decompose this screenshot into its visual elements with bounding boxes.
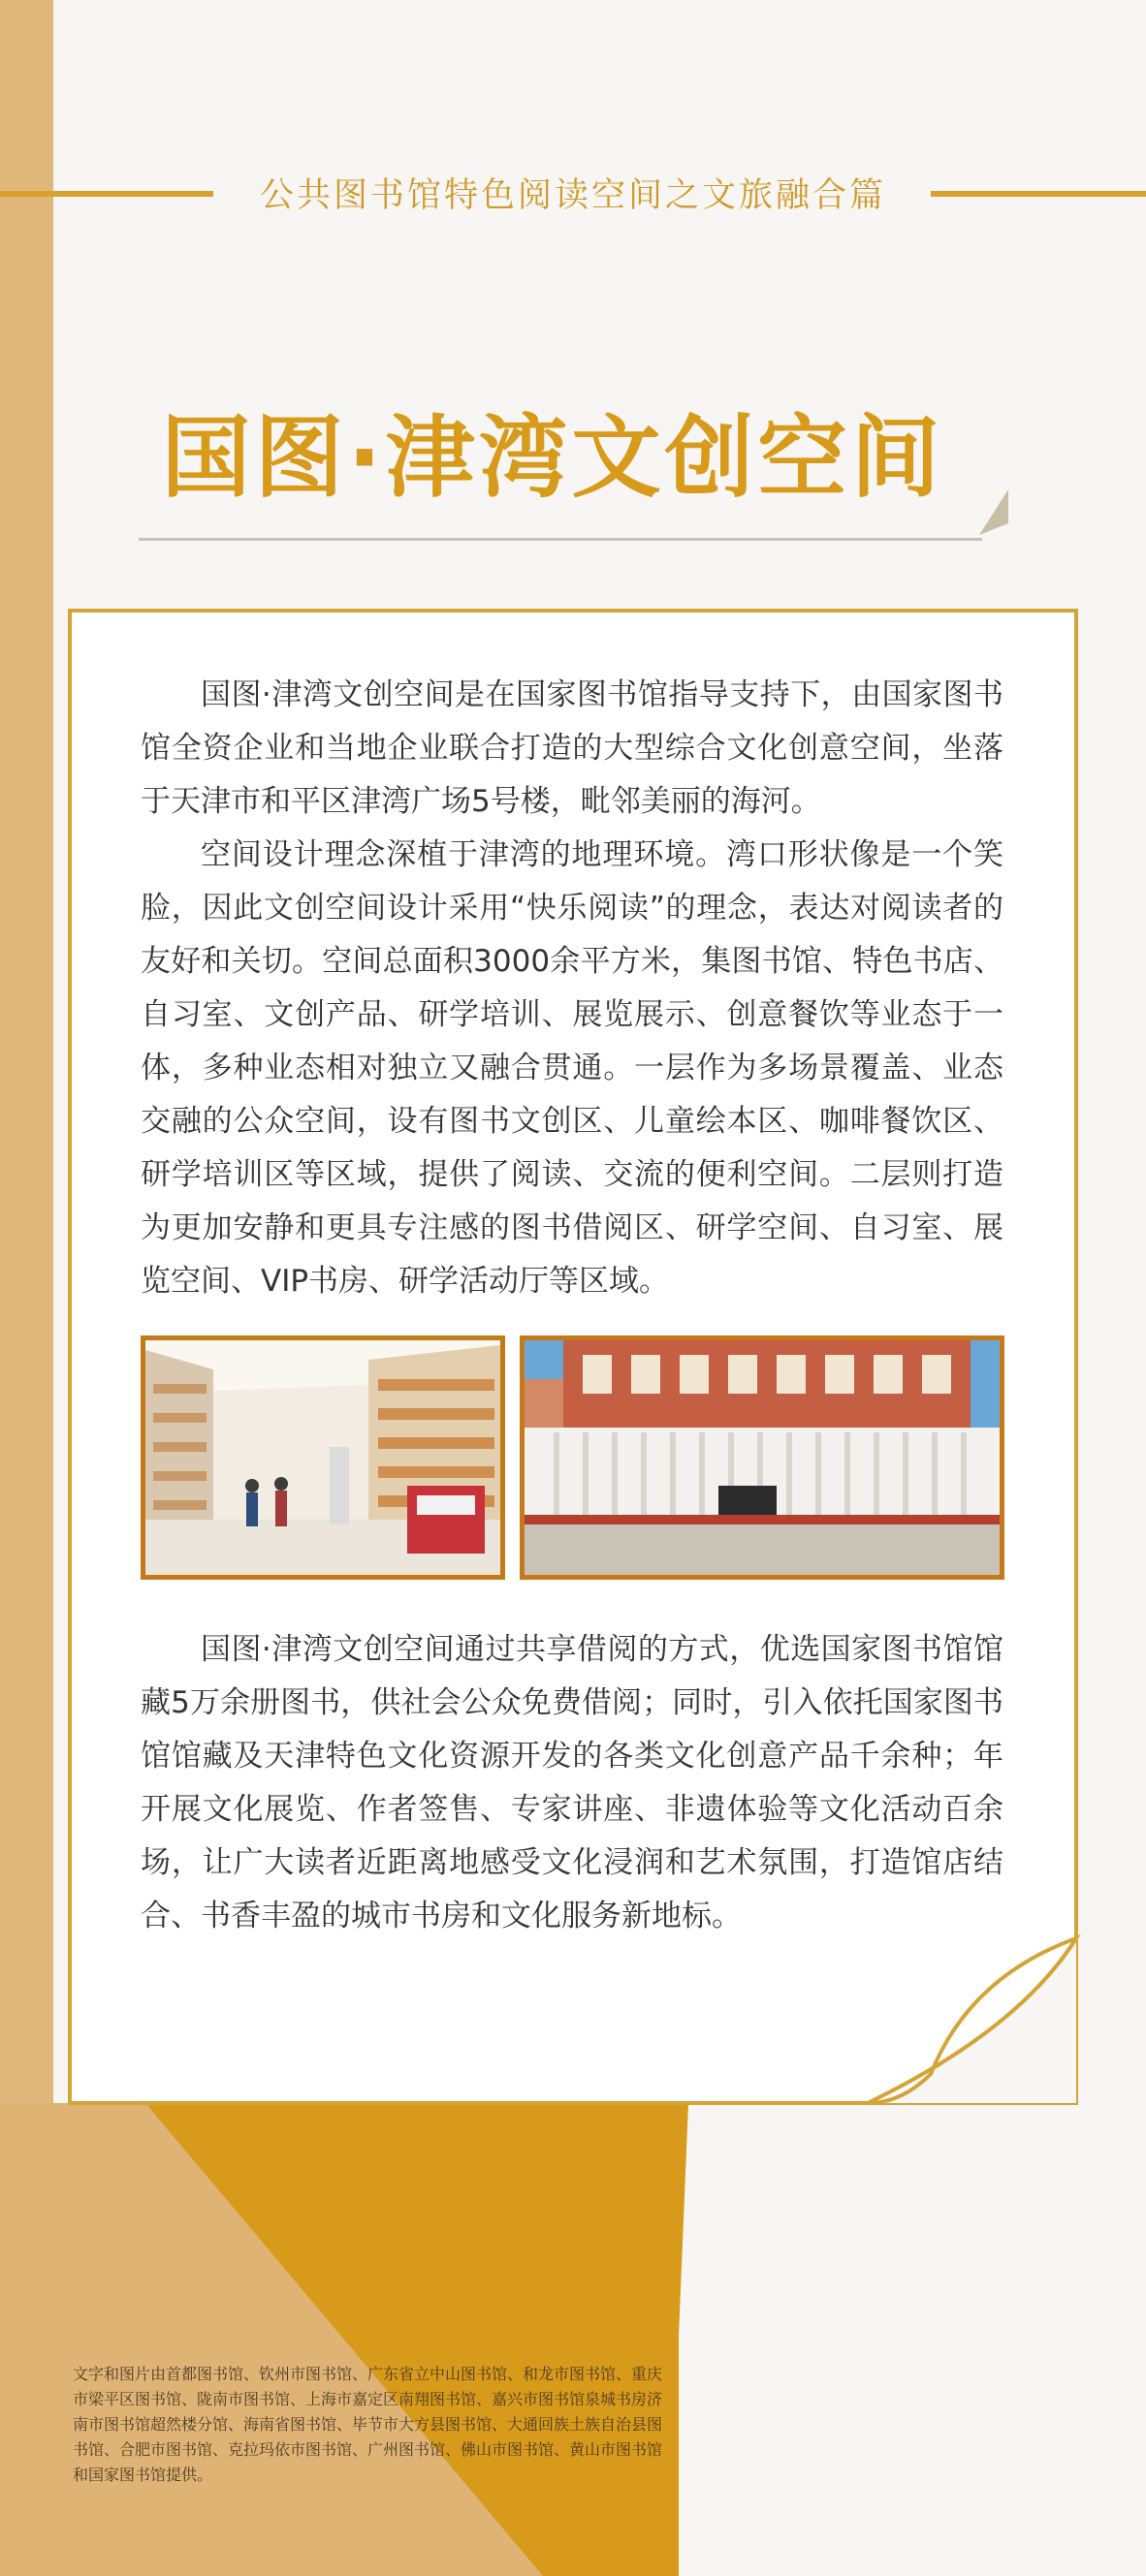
paragraph-1: 国图·津湾文创空间是在国家图书馆指导支持下，由国家图书馆全资企业和当地企业联合打造的大型综合文化创意空间，坐落于天津市和平区津湾广场5号楼，毗邻美丽的海河。: [141, 677, 1003, 819]
intro-text-block: [141, 669, 1003, 1308]
photo-building-exterior: [520, 1335, 1004, 1580]
series-title: 公共图书馆特色阅读空间之文旅融合篇: [259, 176, 886, 215]
closing-text-block: [141, 1623, 1003, 1943]
paragraph-3: 国图·津湾文创空间通过共享借阅的方式，优选国家图书馆馆藏5万余册图书，供社会公众免费借阅；同时，引入依托国家图书馆馆藏及天津特色文化资源开发的各类文化创意产品千余种；年开展文化展览、作者签售、专家讲座、非遗体验等文化活动百余场，让广大读者近距离地感受文化浸润和艺术氛围，打造馆店结合、书香丰盈的城市书房和文化服务新地标。: [141, 1632, 1003, 1933]
paragraph-2: 空间设计理念深植于津湾的地理环境。湾口形状像是一个笑脸，因此文创空间设计采用“快乐阅读”的理念，表达对阅读者的友好和关切。空间总面积3000余平方米，集图书馆、特色书店、自习室、文创产品、研学培训、展览展示、创意餐饮等业态于一体，多种业态相对独立又融合贯通。一层作为多场景覆盖、业态交融的公众空间，设有图书文创区、儿童绘本区、咖啡餐饮区、研学培训区等区域，提供了阅读、交流的便利空间。二层则打造为更加安静和更具专注感的图书借阅区、研学空间、自习室、展览空间、VIP书房、研学活动厅等区域。: [141, 837, 1003, 1299]
title-underline: [139, 538, 982, 541]
title-corner-fold: [979, 489, 1008, 535]
photo-library-interior: [141, 1335, 505, 1580]
header-rule-right: [931, 191, 1146, 197]
header-rule-left: [0, 191, 213, 197]
image-credits: 文字和图片由首都图书馆、钦州市图书馆、广东省立中山图书馆、和龙市图书馆、重庆市梁平区图书馆、陇南市图书馆、上海市嘉定区南翔图书馆、嘉兴市图书馆泉城书房济南市图书馆超然楼分馆、海南省图书馆、毕节市大方县图书馆、大通回族土族自治县图书馆、合肥市图书馆、克拉玛依市图书馆、广州图书馆、佛山市图书馆、黄山市图书馆和国家图书馆提供。: [73, 2365, 663, 2484]
page-title: 国图·津湾文创空间: [161, 406, 944, 510]
